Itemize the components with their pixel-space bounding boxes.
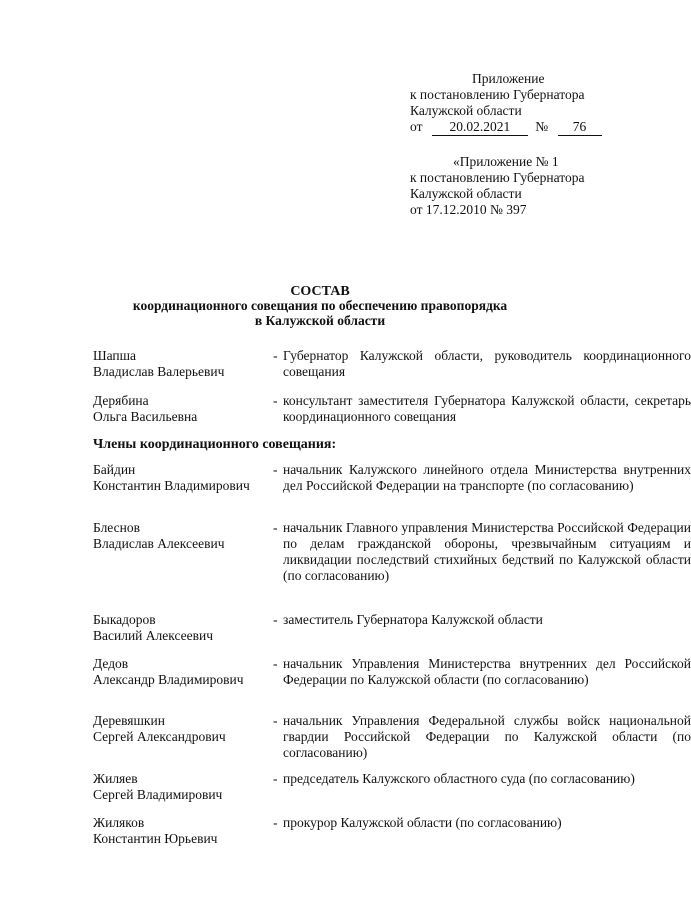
appendix-old-resolution-line: к постановлению Губернатора	[410, 170, 585, 185]
dash-separator: -	[273, 462, 278, 477]
person-surname: Блеснов	[93, 520, 140, 535]
person-name	[93, 713, 268, 745]
appendix-old-region-line: Калужской области	[410, 186, 522, 201]
resolution-date: 20.02.2021	[432, 119, 528, 136]
person-given-name: Константин Владимирович	[93, 478, 250, 493]
person-position: Губернатор Калужской области, руководитель координационного совещания	[283, 348, 691, 379]
person-name	[93, 612, 268, 644]
person-given-name: Владислав Валерьевич	[93, 364, 225, 379]
person-position: начальник Главного управления Министерства Российской Федерации по делам гражданской обороны, чрезвычайным ситуациям и ликвидации последствий стихийных бедствий по Калужской области (по согласованию)	[283, 520, 691, 583]
person-position: заместитель Губернатора Калужской области	[283, 612, 543, 627]
dash-separator: -	[273, 612, 278, 627]
person-surname: Дерябина	[93, 393, 149, 408]
person-position: начальник Управления Министерства внутренних дел Российской Федерации по Калужской области (по согласованию)	[283, 656, 691, 687]
dash-separator: -	[273, 656, 278, 671]
person-surname: Деревяшкин	[93, 713, 165, 728]
appendix-old-header	[410, 154, 610, 218]
person-given-name: Ольга Васильевна	[93, 409, 198, 424]
person-surname: Шапша	[93, 348, 137, 363]
person-name	[93, 815, 268, 847]
person-surname: Жиляев	[93, 771, 138, 786]
dash-separator: -	[273, 815, 278, 830]
person-position: начальник Управления Федеральной службы войск национальной гвардии Российской Федерации по Калужской области (по согласованию)	[283, 713, 691, 760]
person-name	[93, 462, 268, 494]
appendix-old-label: «Приложение № 1	[453, 154, 559, 169]
dash-separator: -	[273, 348, 278, 363]
person-name	[93, 656, 268, 688]
appendix-new-header	[410, 71, 610, 136]
person-position: консультант заместителя Губернатора Калужской области, секретарь координационного совещания	[283, 393, 691, 424]
person-name	[93, 520, 268, 552]
person-surname: Быкадоров	[93, 612, 156, 627]
date-prefix: от	[410, 119, 423, 134]
appendix-resolution-line: к постановлению Губернатора	[410, 87, 585, 102]
person-surname: Жиляков	[93, 815, 145, 830]
appendix-old-date-line: от 17.12.2010 № 397	[410, 202, 527, 217]
dash-separator: -	[273, 771, 278, 786]
person-surname: Дедов	[93, 656, 129, 671]
number-prefix: №	[535, 119, 549, 134]
dash-separator: -	[273, 520, 278, 535]
person-name	[93, 348, 268, 380]
person-given-name: Александр Владимирович	[93, 672, 244, 687]
person-given-name: Василий Алексеевич	[93, 628, 214, 643]
dash-separator: -	[273, 393, 278, 408]
dash-separator: -	[273, 713, 278, 728]
person-position: прокурор Калужской области (по согласованию)	[283, 815, 562, 830]
person-given-name: Сергей Александрович	[93, 729, 226, 744]
members-heading: Члены координационного совещания:	[93, 437, 337, 452]
person-given-name: Сергей Владимирович	[93, 787, 223, 802]
appendix-region-line: Калужской области	[410, 103, 522, 118]
appendix-label: Приложение	[472, 71, 545, 86]
document-subtitle: координационного совещания по обеспечению правопорядка	[132, 298, 508, 313]
appendix-date-line	[410, 119, 610, 136]
person-name	[93, 393, 268, 425]
person-surname: Байдин	[93, 462, 136, 477]
person-given-name: Константин Юрьевич	[93, 831, 218, 846]
person-position: начальник Калужского линейного отдела Министерства внутренних дел Российской Федерации на транспорте (по согласованию)	[283, 462, 691, 493]
resolution-number: 76	[558, 119, 602, 136]
document-title: СОСТАВ	[290, 284, 350, 299]
document-subtitle-region: в Калужской области	[254, 313, 386, 328]
person-given-name: Владислав Алексеевич	[93, 536, 225, 551]
person-position: председатель Калужского областного суда (по согласованию)	[283, 771, 635, 786]
person-name	[93, 771, 268, 803]
